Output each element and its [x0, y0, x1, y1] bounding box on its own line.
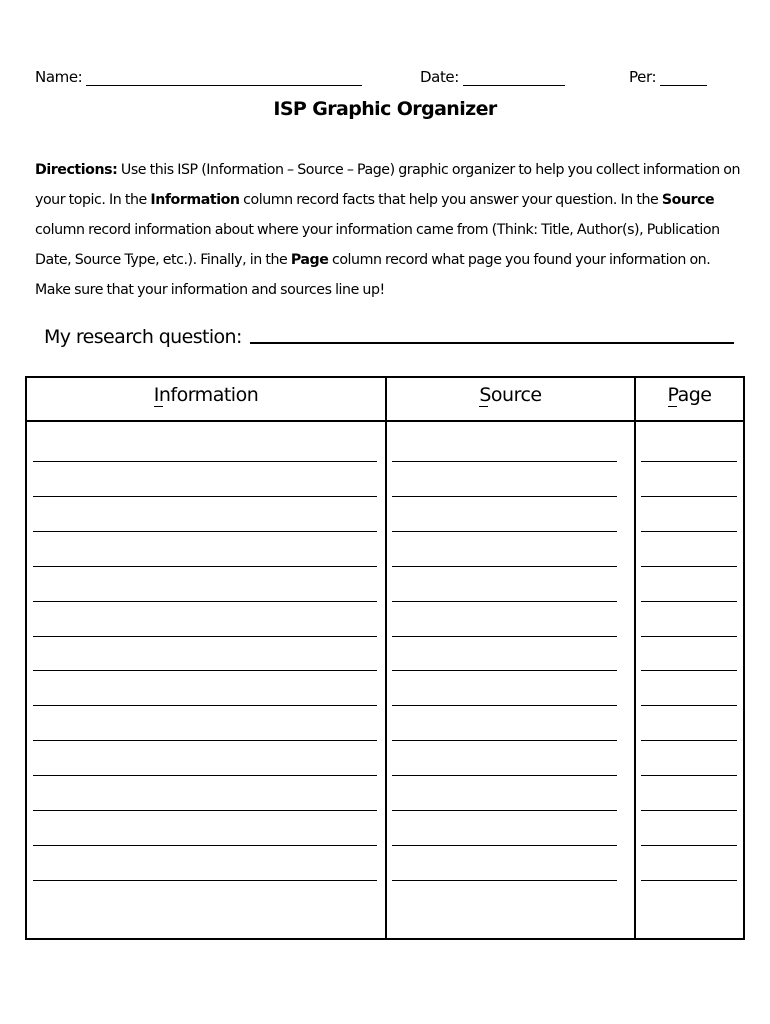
information-blank-line[interactable]	[33, 810, 377, 811]
date-blank[interactable]	[463, 71, 565, 86]
page-blank-line[interactable]	[641, 601, 737, 602]
page-blank-line[interactable]	[641, 496, 737, 497]
header-divider	[27, 420, 743, 422]
research-question	[44, 314, 734, 348]
page-blank-line[interactable]	[641, 705, 737, 706]
name-field	[35, 68, 362, 86]
source-blank-line[interactable]	[392, 461, 617, 462]
page-blank-line[interactable]	[641, 880, 737, 881]
information-blank-line[interactable]	[33, 670, 377, 671]
source-blank-line[interactable]	[392, 636, 617, 637]
research-question-label: My research question:	[44, 326, 242, 348]
source-blank-line[interactable]	[392, 601, 617, 602]
source-blank-line[interactable]	[392, 845, 617, 846]
column-header-label: Page	[667, 384, 712, 406]
page-blank-line[interactable]	[641, 740, 737, 741]
isp-table	[25, 376, 745, 940]
column-divider	[385, 378, 387, 938]
period-label: Per:	[629, 68, 657, 86]
period-field	[629, 68, 707, 86]
keyword-information: Information	[150, 192, 240, 208]
information-blank-line[interactable]	[33, 740, 377, 741]
source-blank-line[interactable]	[392, 880, 617, 881]
information-blank-line[interactable]	[33, 496, 377, 497]
column-header-label: Source	[479, 384, 542, 406]
page-blank-line[interactable]	[641, 461, 737, 462]
information-blank-line[interactable]	[33, 601, 377, 602]
page-blank-line[interactable]	[641, 810, 737, 811]
research-question-blank[interactable]	[250, 340, 734, 344]
date-field	[420, 68, 565, 86]
page-blank-line[interactable]	[641, 670, 737, 671]
column-divider	[634, 378, 636, 938]
directions-lead: Directions:	[35, 162, 118, 178]
directions-text-1: Use this ISP (Information – Source – Page) graphic organizer to help you collect information on your topic. In the	[35, 162, 741, 208]
page-title: ISP Graphic Organizer	[273, 98, 497, 120]
information-blank-line[interactable]	[33, 775, 377, 776]
source-blank-line[interactable]	[392, 531, 617, 532]
keyword-page: Page	[290, 252, 329, 268]
source-blank-line[interactable]	[392, 566, 617, 567]
source-blank-line[interactable]	[392, 810, 617, 811]
information-blank-line[interactable]	[33, 880, 377, 881]
name-blank[interactable]	[86, 71, 362, 86]
column-header-page	[636, 384, 743, 414]
header-row	[0, 64, 770, 92]
directions-paragraph	[35, 155, 743, 305]
information-blank-line[interactable]	[33, 461, 377, 462]
column-header-information	[27, 384, 385, 414]
source-blank-line[interactable]	[392, 670, 617, 671]
information-blank-line[interactable]	[33, 636, 377, 637]
period-blank[interactable]	[660, 71, 707, 86]
directions-text-3: column record information about where your information came from (Think: Title, Author(s), Publication Date, Source Type, etc.). Finally, in the	[35, 222, 720, 268]
source-blank-line[interactable]	[392, 705, 617, 706]
directions-text-4: column record what page you found your information on. Make sure that your information and sources line up!	[35, 252, 711, 298]
directions-text-2: column record facts that help you answer your question. In the	[239, 192, 662, 208]
column-header-label: Information	[153, 384, 259, 406]
source-blank-line[interactable]	[392, 740, 617, 741]
page-blank-line[interactable]	[641, 845, 737, 846]
information-blank-line[interactable]	[33, 566, 377, 567]
information-blank-line[interactable]	[33, 531, 377, 532]
source-blank-line[interactable]	[392, 496, 617, 497]
date-label: Date:	[420, 68, 459, 86]
page-blank-line[interactable]	[641, 566, 737, 567]
page-blank-line[interactable]	[641, 636, 737, 637]
page-blank-line[interactable]	[641, 531, 737, 532]
keyword-source: Source	[661, 192, 715, 208]
name-label: Name:	[35, 68, 83, 86]
information-blank-line[interactable]	[33, 845, 377, 846]
column-header-source	[387, 384, 634, 414]
page-blank-line[interactable]	[641, 775, 737, 776]
information-blank-line[interactable]	[33, 705, 377, 706]
source-blank-line[interactable]	[392, 775, 617, 776]
